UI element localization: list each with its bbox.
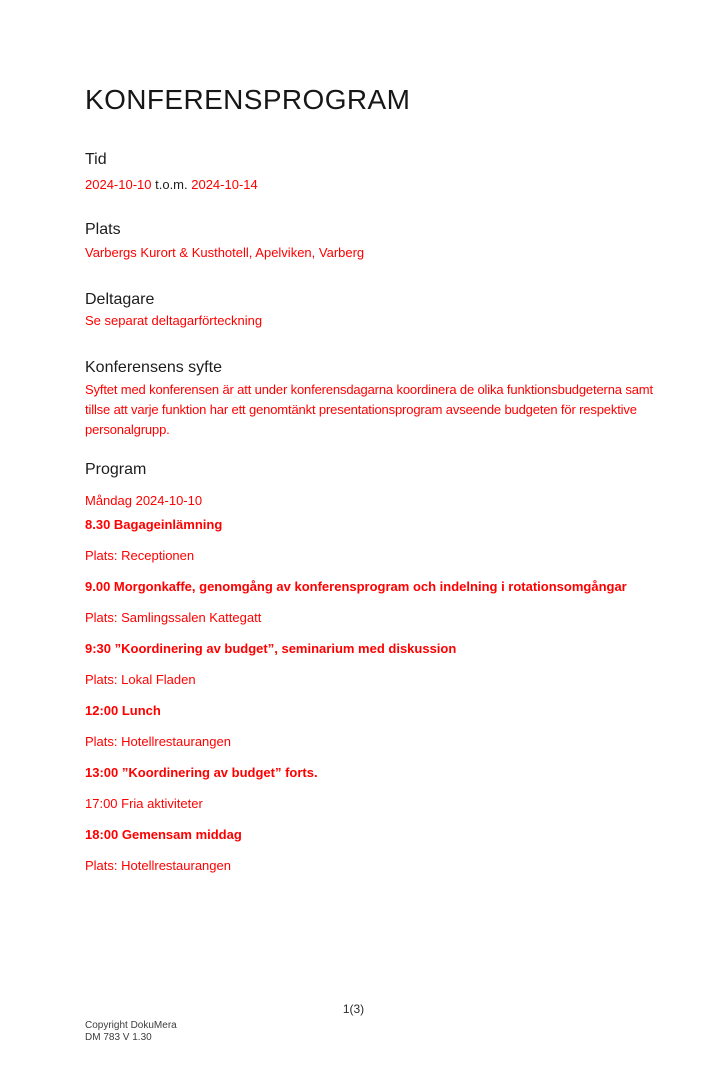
program-item: 17:00 Fria aktiviteter xyxy=(85,796,203,811)
program-item: 9:30 ”Koordinering av budget”, seminarium med diskussion xyxy=(85,641,457,656)
program-item: 13:00 ”Koordinering av budget” forts. xyxy=(85,765,318,780)
program-item: 8.30 Bagageinlämning xyxy=(85,517,223,532)
tid-separator: t.o.m. xyxy=(151,177,192,192)
syfte-paragraph: Syftet med konferensen är att under konferensdagarna koordinera de olika funktionsbudgeterna samt tillse att varje funktion har ett genomtänkt presentationsprogram avseende budgeten för respektive personalgrupp. xyxy=(85,382,653,437)
program-list xyxy=(85,517,660,873)
program-item: 18:00 Gemensam middag xyxy=(85,827,242,842)
tid-date-from: 2024-10-10 xyxy=(85,177,152,192)
program-item: 12:00 Lunch xyxy=(85,703,161,718)
version-line: DM 783 V 1.30 xyxy=(85,1032,152,1043)
tid-date-to: 2024-10-14 xyxy=(191,177,258,192)
section-heading-deltagare: Deltagare xyxy=(85,291,155,308)
footer-copyright xyxy=(85,1020,177,1044)
copyright-line: Copyright DokuMera xyxy=(85,1020,177,1031)
page-number: 1(3) xyxy=(342,1002,365,1016)
program-item-plats: Plats: Hotellrestaurangen xyxy=(85,734,231,749)
section-heading-plats: Plats xyxy=(85,221,121,238)
section-heading-tid: Tid xyxy=(85,151,107,168)
program-item-plats: Plats: Receptionen xyxy=(85,548,195,563)
document-page xyxy=(0,84,707,873)
tid-value xyxy=(85,177,660,192)
deltagare-value: Se separat deltagarförteckning xyxy=(85,313,263,328)
document-title: KONFERENSPROGRAM xyxy=(85,84,411,115)
program-item-plats: Plats: Lokal Fladen xyxy=(85,672,196,687)
program-day: Måndag 2024-10-10 xyxy=(85,493,203,508)
program-item-plats: Plats: Samlingssalen Kattegatt xyxy=(85,610,262,625)
program-item-plats: Plats: Hotellrestaurangen xyxy=(85,858,231,873)
section-heading-syfte: Konferensens syfte xyxy=(85,359,222,376)
section-heading-program: Program xyxy=(85,461,147,478)
plats-value: Varbergs Kurort & Kusthotell, Apelviken, Varberg xyxy=(85,245,365,260)
program-item: 9.00 Morgonkaffe, genomgång av konferensprogram och indelning i rotationsomgångar xyxy=(85,579,627,594)
